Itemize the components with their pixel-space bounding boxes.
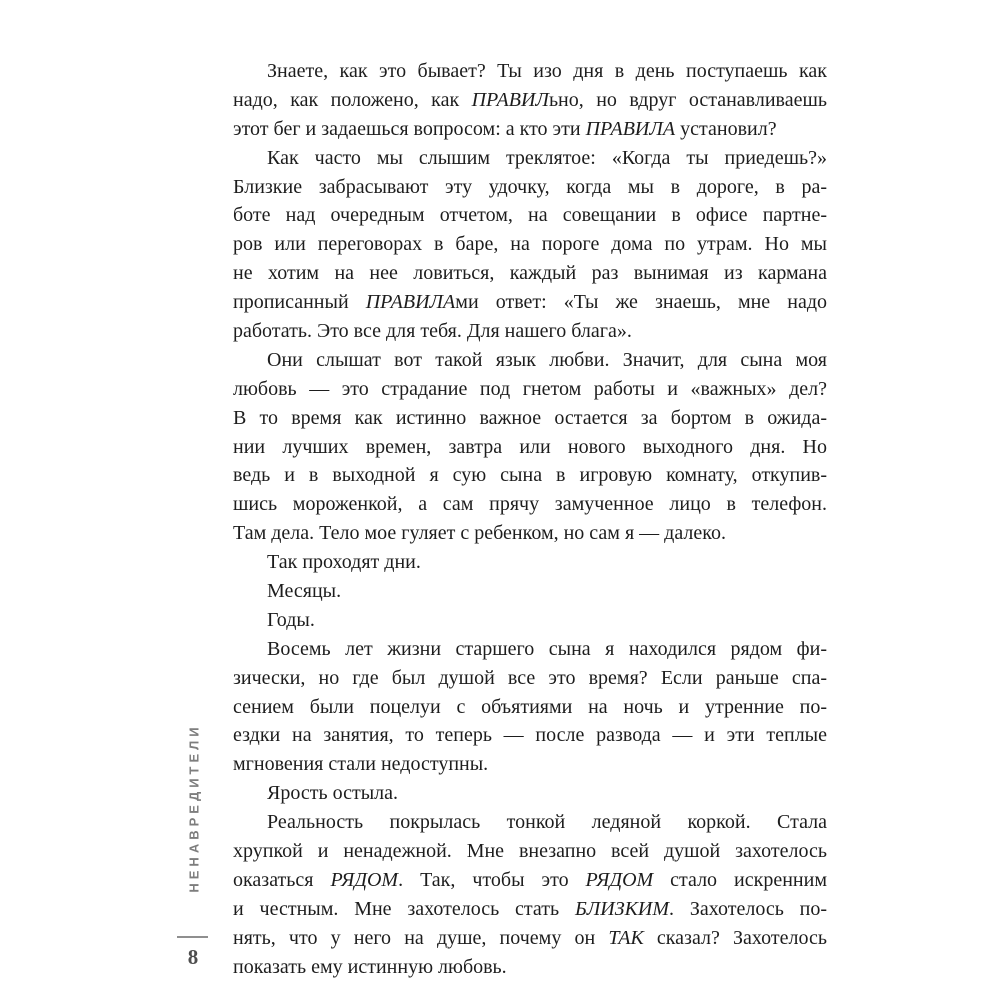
body-text: Близкие забрасывают эту удочку, когда мы в дороге, в ра- (233, 175, 827, 198)
emphasized-text: РЯДОМ (585, 868, 654, 891)
text-line (233, 693, 827, 722)
body-text: боте над очередным отчетом, на совещании в офисе партне- (233, 204, 827, 227)
text-line (233, 808, 827, 837)
emphasized-text: ПРАВИЛ (471, 88, 549, 111)
text-line (233, 201, 827, 230)
text-line (233, 433, 827, 462)
body-text: . Так, чтобы это (398, 868, 586, 891)
text-line (233, 173, 827, 202)
body-text: этот бег и задаешься вопросом: а кто эти (233, 117, 586, 140)
body-text: надо, как положено, как (233, 88, 472, 111)
body-text: ров или переговорах в баре, на пороге дома по утрам. Но мы (233, 233, 827, 256)
text-line (233, 664, 827, 693)
text-line (233, 346, 827, 375)
text-block (233, 57, 827, 982)
body-text: Они слышат вот такой язык любви. Значит, для сына моя (267, 348, 827, 371)
body-text: Восемь лет жизни старшего сына я находился рядом фи- (267, 637, 827, 660)
body-text: шись мороженкой, а сам прячу замученное лицо в телефон. (233, 493, 827, 516)
body-text: . Захотелось по- (669, 897, 827, 920)
body-text: Там дела. Тело мое гуляет с ребенком, но сам я — далеко. (233, 522, 726, 545)
sidebar-divider-line (177, 936, 208, 938)
body-text: зически, но где был душой все это время? Если раньше спа- (233, 666, 827, 689)
text-line (233, 86, 827, 115)
text-line (233, 635, 827, 664)
emphasized-text: БЛИЗКИМ (574, 897, 670, 920)
text-line (233, 924, 827, 953)
text-line (233, 837, 827, 866)
text-line (233, 461, 827, 490)
body-text: Так проходят дни. (267, 551, 421, 574)
body-text: ми ответ: «Ты же знаешь, мне надо (455, 291, 827, 314)
body-text: и честным. Мне захотелось стать (233, 897, 575, 920)
page-number: 8 (187, 945, 199, 969)
text-line (233, 866, 827, 895)
body-text: стало искренним (653, 868, 827, 891)
body-text: Ярость остыла. (267, 782, 398, 805)
body-text: Месяцы. (267, 580, 342, 603)
body-text: Годы. (267, 608, 315, 631)
text-line (233, 895, 827, 924)
text-line (233, 721, 827, 750)
text-line (233, 288, 827, 317)
emphasized-text: ПРАВИЛА (365, 291, 456, 314)
body-text: нять, что у него на душе, почему он (233, 926, 609, 949)
emphasized-text: РЯДОМ (330, 868, 399, 891)
body-text: сказал? Захотелось (643, 926, 827, 949)
body-text: показать ему истинную любовь. (233, 955, 507, 978)
text-line (233, 953, 827, 982)
body-text: Реальность покрылась тонкой ледяной коркой. Стала (267, 811, 827, 834)
text-line (233, 317, 827, 346)
body-text: хрупкой и ненадежной. Мне внезапно всей душой захотелось (233, 840, 827, 863)
body-text: оказаться (233, 868, 331, 891)
body-text: не хотим на нее ловиться, каждый раз вынимая из кармана (233, 262, 827, 285)
body-text: установил? (675, 117, 777, 140)
body-text: прописанный (233, 291, 366, 314)
emphasized-text: ТАК (608, 926, 644, 949)
emphasized-text: ПРАВИЛА (585, 117, 676, 140)
text-line (233, 259, 827, 288)
text-line (233, 57, 827, 86)
body-text: ведь и в выходной я сую сына в игровую комнату, откупив- (233, 464, 827, 487)
text-line (233, 404, 827, 433)
text-line (233, 519, 827, 548)
body-text: Знаете, как это бывает? Ты изо дня в день поступаешь как (267, 60, 827, 82)
body-text: ездки на занятия, то теперь — после развода — и эти теплые (233, 724, 827, 747)
body-text: ьно, но вдруг останавливаешь (548, 88, 827, 111)
body-text: любовь — это страдание под гнетом работы и «важных» дел? (233, 377, 827, 400)
text-line (233, 375, 827, 404)
body-text: Как часто мы слышим треклятое: «Когда ты приедешь?» (267, 146, 827, 169)
body-text: работать. Это все для тебя. Для нашего блага». (233, 320, 632, 343)
chapter-title-vertical: НЕНАВРЕДИТЕЛИ (186, 723, 202, 893)
text-line (233, 606, 827, 635)
text-line (233, 490, 827, 519)
body-text: нии лучших времен, завтра или нового выходного дня. Но (233, 435, 827, 458)
body-text: В то время как истинно важное остается за бортом в ожида- (233, 406, 827, 429)
body-text: сением были поцелуи с объятиями на ночь и утренние по- (233, 695, 827, 718)
text-line (233, 548, 827, 577)
text-line (233, 750, 827, 779)
text-line (233, 144, 827, 173)
text-line (233, 230, 827, 259)
text-line (233, 577, 827, 606)
text-line (233, 779, 827, 808)
text-line (233, 115, 827, 144)
body-text: мгновения стали недоступны. (233, 753, 489, 776)
